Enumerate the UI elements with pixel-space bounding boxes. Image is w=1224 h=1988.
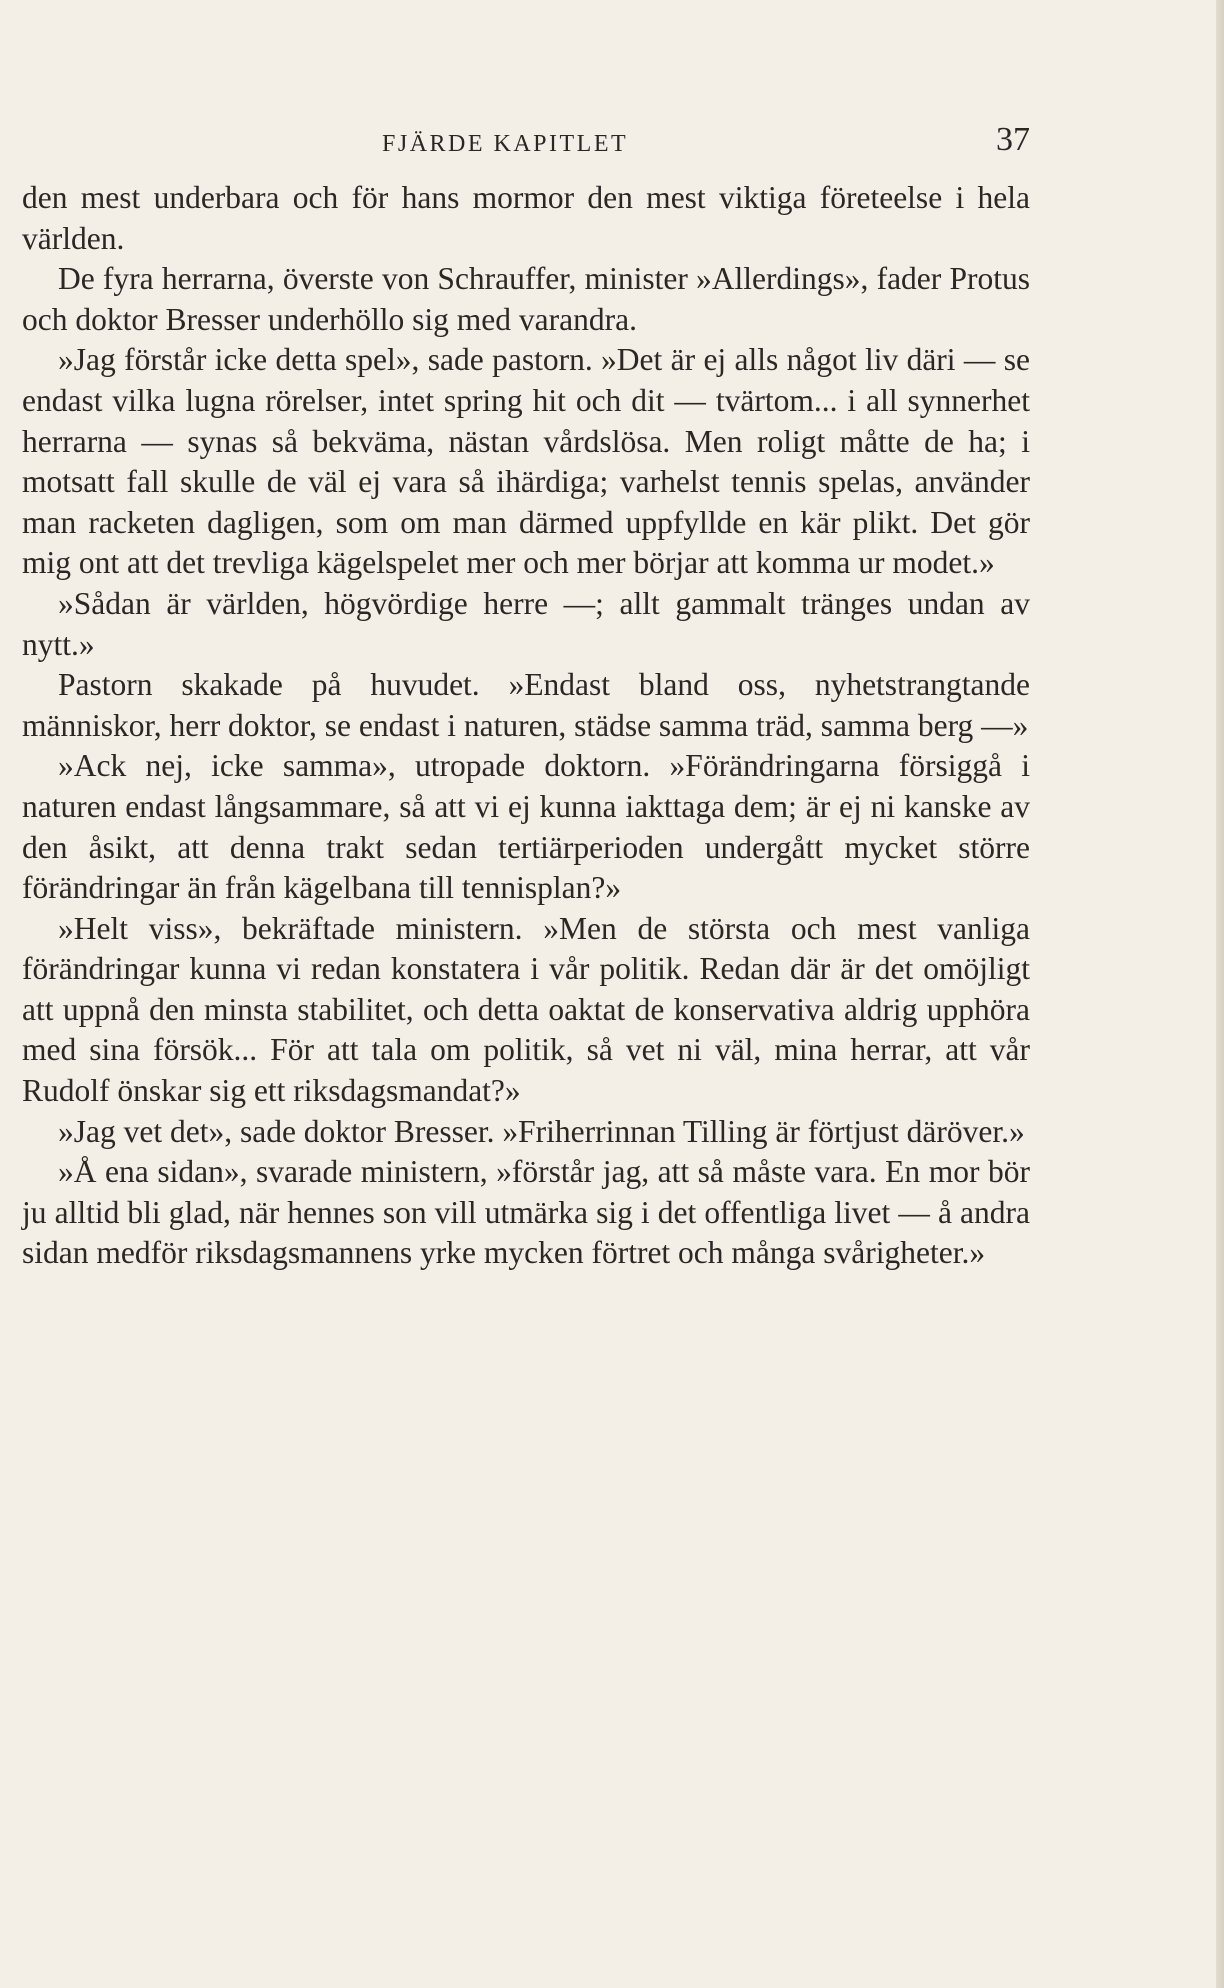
paragraph: »Å ena sidan», svarade ministern, »förstår jag, att så måste vara. En mor bör ju alltid bli glad, när hennes son vill utmärka sig i det offentliga livet — å andra sidan medför riksdagsmannens yrke mycken förtret och många svårigheter.» [22,1154,1030,1271]
paragraph: »Jag förstår icke detta spel», sade pastorn. »Det är ej alls något liv däri — se endast vilka lugna rörelser, intet spring hit och dit — tvärtom... i all synnerhet herrarna — synas så bekväma, nästan vårdslösa. Men roligt måtte de ha; i motsatt fall skulle de väl ej vara så ihärdiga; varhelst tennis spelas, använder man racketen dagligen, som om man därmed uppfyllde en kär plikt. Det gör mig ont att det trevliga kägelspelet mer och mer börjar att komma ur modet.» [22,342,1030,581]
paragraph: De fyra herrarna, överste von Schrauffer, minister »Allerdings», fader Protus och doktor Bresser underhöllo sig med varandra. [22,261,1030,337]
page-edge-shadow [1216,0,1224,1988]
paragraph: »Jag vet det», sade doktor Bresser. »Friherrinnan Tilling är förtjust däröver.» [58,1113,1025,1149]
paragraph: »Sådan är världen, högvördige herre —; allt gammalt tränges undan av nytt.» [22,585,1030,662]
paragraph: »Helt viss», bekräftade ministern. »Men de största och mest vanliga förändringar kunna vi redan konstatera i vår politik. Redan där är det omöjligt att uppnå den minsta stabilitet, och detta oaktat de konservativa aldrig upphöra med sina försök... För att tala om politik, så vet ni väl, mina herrar, att vår Rudolf önskar sig ett riksdagsmandat?» [22,910,1030,1109]
running-header [22,121,1030,165]
paragraph: den mest underbara och för hans mormor den mest viktiga företeelse i hela världen. [22,180,1030,256]
paragraph: »Ack nej, icke samma», utropade doktorn. »Förändringarna försiggå i naturen endast långsammare, så att vi ej kunna iakttaga dem; är ej ni kanske av den åsikt, att denna trakt sedan tertiärperioden undergått mycket större förändringar än från kägelbana till tennisplan?» [22,748,1030,906]
paragraph: Pastorn skakade på huvudet. »Endast bland oss, nyhetstrangtande människor, herr doktor, se endast i naturen, städse samma träd, samma berg —» [22,667,1030,743]
body-text [22,178,1030,1274]
chapter-running-title: FJÄRDE KAPITLET [382,131,629,157]
page-number: 37 [996,121,1030,158]
